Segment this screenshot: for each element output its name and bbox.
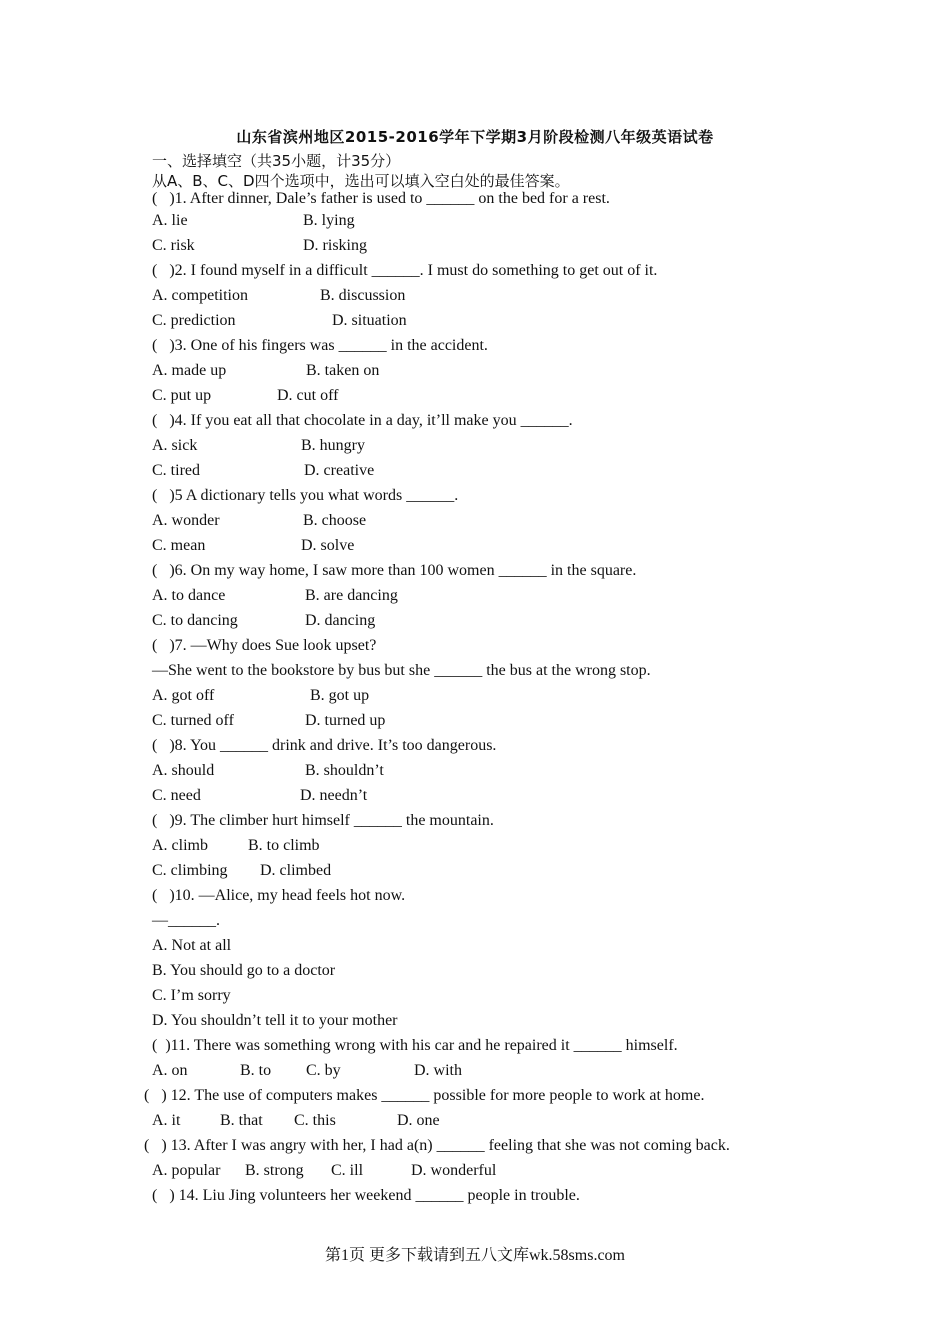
question-2-option-b: B. discussion: [320, 287, 406, 304]
question-2-option-a: A. competition: [152, 287, 248, 304]
question-7-stem: ( )7. —Why does Sue look upset?: [152, 637, 377, 654]
question-4-option-d: D. creative: [304, 462, 375, 479]
question-3-stem: ( )3. One of his fingers was ______ in the accident.: [152, 337, 488, 354]
question-8-option-c: C. need: [152, 787, 201, 804]
question-9-stem: ( )9. The climber hurt himself ______ the mountain.: [152, 812, 494, 829]
page-title: 山东省滨州地区2015-2016学年下学期3月阶段检测八年级英语试卷: [236, 128, 714, 146]
question-6-option-d: D. dancing: [305, 612, 376, 629]
question-13-option-b: B. strong: [245, 1162, 304, 1179]
question-7-option-a: A. got off: [152, 687, 215, 704]
question-4-stem: ( )4. If you eat all that chocolate in a day, it’ll make you ______.: [152, 412, 573, 429]
question-8-option-b: B. shouldn’t: [305, 762, 384, 779]
question-7-option-c: C. turned off: [152, 712, 234, 729]
question-11-option-d: D. with: [414, 1062, 462, 1079]
question-9-option-c: C. climbing: [152, 862, 228, 879]
question-12-option-a: A. it: [152, 1112, 181, 1129]
question-5-option-a: A. wonder: [152, 512, 220, 529]
question-13-option-c: C. ill: [331, 1162, 364, 1179]
section-heading: 一、选择填空（共35小题，计35分）: [152, 152, 401, 170]
question-9-option-b: B. to climb: [248, 837, 320, 854]
question-6-option-c: C. to dancing: [152, 612, 238, 629]
question-13-stem: ( ) 13. After I was angry with her, I had a(n) ______ feeling that she was not coming back.: [144, 1137, 730, 1154]
question-1-stem: ( )1. After dinner, Dale’s father is used to ______ on the bed for a rest.: [152, 190, 610, 207]
question-6-stem: ( )6. On my way home, I saw more than 100 women ______ in the square.: [152, 562, 637, 579]
question-12-stem: ( ) 12. The use of computers makes ______ possible for more people to work at home.: [144, 1087, 705, 1104]
question-13-option-a: A. popular: [152, 1162, 221, 1179]
question-7-stem-reply: —She went to the bookstore by bus but she ______ the bus at the wrong stop.: [152, 662, 651, 679]
instruction-text: 从A、B、C、D四个选项中，选出可以填入空白处的最佳答案。: [152, 172, 570, 190]
question-10-option-a: A. Not at all: [152, 937, 232, 954]
question-4-option-a: A. sick: [152, 437, 198, 454]
question-5-option-c: C. mean: [152, 537, 206, 554]
question-10-option-c: C. I’m sorry: [152, 987, 231, 1004]
question-4-option-b: B. hungry: [301, 437, 365, 454]
question-10-option-d: D. You shouldn’t tell it to your mother: [152, 1012, 398, 1029]
question-2-option-c: C. prediction: [152, 312, 236, 329]
question-8-option-a: A. should: [152, 762, 215, 779]
question-1-option-c: C. risk: [152, 237, 195, 254]
question-7-option-b: B. got up: [310, 687, 370, 704]
question-6-option-a: A. to dance: [152, 587, 226, 604]
question-3-option-b: B. taken on: [306, 362, 380, 379]
page-footer: 第1页 更多下载请到五八文库wk.58sms.com: [324, 1247, 625, 1264]
question-6-option-b: B. are dancing: [305, 587, 398, 604]
question-12-option-c: C. this: [294, 1112, 336, 1129]
question-2-stem: ( )2. I found myself in a difficult ______. I must do something to get out of it.: [152, 262, 658, 279]
question-2-option-d: D. situation: [332, 312, 407, 329]
question-11-option-a: A. on: [152, 1062, 188, 1079]
question-11-option-c: C. by: [306, 1062, 341, 1079]
question-11-stem: ( )11. There was something wrong with his car and he repaired it ______ himself.: [152, 1037, 678, 1054]
question-9-option-a: A. climb: [152, 837, 208, 854]
question-8-stem: ( )8. You ______ drink and drive. It’s too dangerous.: [152, 737, 497, 754]
question-7-option-d: D. turned up: [305, 712, 386, 729]
question-10-stem-reply: —______.: [152, 912, 220, 929]
question-5-stem: ( )5 A dictionary tells you what words ______.: [152, 487, 459, 504]
question-5-option-d: D. solve: [301, 537, 355, 554]
question-3-option-a: A. made up: [152, 362, 227, 379]
question-13-option-d: D. wonderful: [411, 1162, 497, 1179]
question-10-option-b: B. You should go to a doctor: [152, 962, 336, 979]
question-3-option-d: D. cut off: [277, 387, 339, 404]
question-1-option-d: D. risking: [303, 237, 367, 254]
question-10-stem: ( )10. —Alice, my head feels hot now.: [152, 887, 406, 904]
question-9-option-d: D. climbed: [260, 862, 332, 879]
question-12-option-d: D. one: [397, 1112, 440, 1129]
question-3-option-c: C. put up: [152, 387, 212, 404]
question-1-option-b: B. lying: [303, 212, 355, 229]
question-1-option-a: A. lie: [152, 212, 188, 229]
question-11-option-b: B. to: [240, 1062, 272, 1079]
question-4-option-c: C. tired: [152, 462, 200, 479]
question-12-option-b: B. that: [220, 1112, 263, 1129]
question-8-option-d: D. needn’t: [300, 787, 368, 804]
question-5-option-b: B. choose: [303, 512, 367, 529]
question-14-stem: ( ) 14. Liu Jing volunteers her weekend ______ people in trouble.: [152, 1187, 580, 1204]
